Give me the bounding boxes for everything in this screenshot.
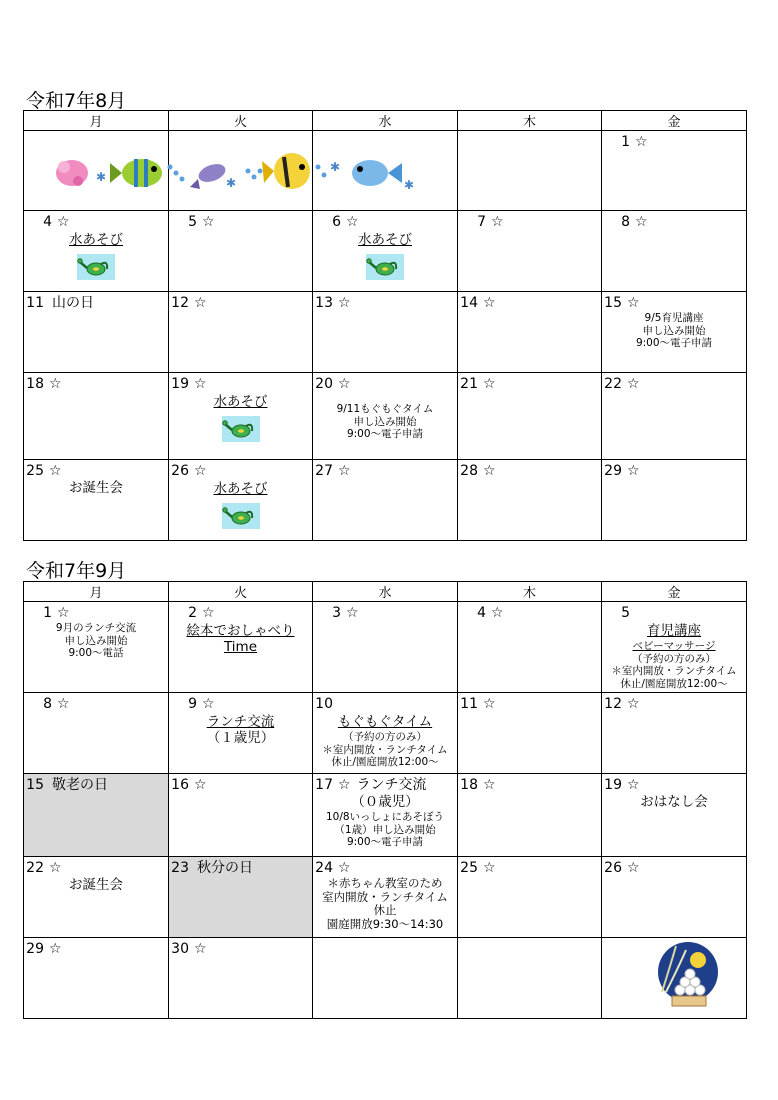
event-title: Time xyxy=(223,639,258,655)
note-line: 9/11もぐもぐタイム xyxy=(336,403,434,415)
day-label: 秋分の日 xyxy=(197,860,253,876)
star-icon: ☆ xyxy=(635,134,648,150)
event-text: おはなし会 xyxy=(640,794,708,810)
day-header xyxy=(169,602,312,622)
day-header xyxy=(602,460,746,480)
star-icon: ☆ xyxy=(627,696,640,712)
day-number: 23 xyxy=(171,860,189,876)
day-number: 15 xyxy=(604,295,622,311)
day-cell xyxy=(458,373,602,460)
day-header xyxy=(24,602,168,622)
day-number: 12 xyxy=(604,696,622,712)
event-title: 絵本でおしゃべり xyxy=(186,623,295,639)
day-cell xyxy=(458,460,602,541)
day-number: 1 xyxy=(43,605,52,621)
event-text: （１歳児） xyxy=(206,730,275,746)
day-header xyxy=(313,211,457,231)
star-icon: ☆ xyxy=(338,376,351,392)
day-header xyxy=(313,693,457,713)
day-number: 3 xyxy=(332,605,341,621)
day-cell xyxy=(458,774,602,857)
day-cell xyxy=(602,373,747,460)
day-header xyxy=(169,693,312,713)
weekday-1: 火 xyxy=(169,111,313,131)
day-cell xyxy=(458,693,602,774)
day-cell xyxy=(169,602,313,693)
note-line: 9:00～電子申請 xyxy=(635,337,713,349)
day-number: 6 xyxy=(332,214,341,230)
watering-can-icon xyxy=(77,254,115,280)
day-cell xyxy=(24,460,169,541)
star-icon: ☆ xyxy=(49,941,62,957)
weekday-2: 水 xyxy=(313,582,458,602)
note-line: 9:00～電話 xyxy=(68,647,124,659)
day-cell xyxy=(602,774,747,857)
day-cell xyxy=(313,693,458,774)
day-header xyxy=(169,857,312,877)
day-cell xyxy=(24,131,415,211)
star-icon: ☆ xyxy=(483,860,496,876)
day-number: 27 xyxy=(315,463,333,479)
day-header xyxy=(313,857,457,877)
day-cell xyxy=(24,292,169,373)
star-icon: ☆ xyxy=(483,376,496,392)
day-header xyxy=(602,602,746,622)
day-cell xyxy=(458,211,602,292)
day-header xyxy=(313,602,457,622)
svg-text:✱: ✱ xyxy=(96,170,107,184)
day-header xyxy=(602,857,746,877)
day-cell xyxy=(169,460,313,541)
event-title: 水あそび xyxy=(213,394,268,410)
day-cell xyxy=(458,292,602,373)
day-cell xyxy=(24,857,169,938)
event-title: 水あそび xyxy=(213,481,268,497)
week-row xyxy=(24,131,747,211)
day-cell xyxy=(313,292,458,373)
event-title: 育児講座 xyxy=(647,623,701,639)
star-icon: ☆ xyxy=(194,463,207,479)
day-cell xyxy=(458,938,602,1019)
day-header xyxy=(24,460,168,480)
star-icon: ☆ xyxy=(202,214,215,230)
day-number: 11 xyxy=(26,295,44,311)
day-cell xyxy=(169,693,313,774)
day-cell xyxy=(169,373,313,460)
note-line: 9:00～電子申請 xyxy=(346,428,424,440)
day-header xyxy=(24,292,168,312)
day-cell xyxy=(602,938,747,1019)
day-cell xyxy=(313,857,458,938)
event-text: （０歳児） xyxy=(351,794,419,810)
note-line: ベビーマッサージ xyxy=(632,640,716,652)
star-icon: ☆ xyxy=(49,463,62,479)
star-icon: ☆ xyxy=(627,376,640,392)
star-icon: ☆ xyxy=(627,860,640,876)
day-header xyxy=(602,211,746,231)
day-header xyxy=(458,292,601,312)
weekday-4: 金 xyxy=(602,111,747,131)
event-text: お誕生会 xyxy=(69,480,123,496)
week-row xyxy=(24,938,747,1019)
star-icon: ☆ xyxy=(194,941,207,957)
day-label: ランチ交流 xyxy=(356,777,427,793)
day-cell xyxy=(169,938,313,1019)
event-notes xyxy=(313,403,457,441)
day-cell xyxy=(169,292,313,373)
day-header xyxy=(24,857,168,877)
note-line: ＊室内開放・ランチタイム xyxy=(322,743,448,756)
september-title: 令和7年9月 xyxy=(26,560,127,582)
day-cell xyxy=(458,602,602,693)
day-number: 26 xyxy=(604,860,622,876)
star-icon: ☆ xyxy=(483,463,496,479)
star-icon: ☆ xyxy=(194,376,207,392)
event-notes xyxy=(313,731,457,769)
august-calendar xyxy=(23,110,747,541)
note-line: 10/8いっしょにあそぼう xyxy=(325,811,445,823)
star-icon: ☆ xyxy=(483,696,496,712)
star-icon: ☆ xyxy=(57,214,70,230)
day-cell xyxy=(169,131,313,211)
day-header xyxy=(602,774,746,794)
day-cell xyxy=(602,857,747,938)
day-number: 2 xyxy=(188,605,197,621)
day-number: 14 xyxy=(460,295,478,311)
day-header xyxy=(602,131,746,151)
week-row xyxy=(24,857,747,938)
day-header xyxy=(24,211,168,231)
day-cell xyxy=(24,211,169,292)
weekday-3: 木 xyxy=(458,582,602,602)
day-cell xyxy=(602,131,747,211)
day-cell xyxy=(313,774,458,857)
star-icon: ☆ xyxy=(346,214,359,230)
day-cell xyxy=(169,857,313,938)
day-header xyxy=(169,774,312,794)
day-header xyxy=(169,211,312,231)
day-number: 8 xyxy=(621,214,630,230)
note-line: 9/5育児講座 xyxy=(644,312,704,324)
day-number: 18 xyxy=(460,777,478,793)
day-header xyxy=(313,460,457,480)
day-number: 20 xyxy=(315,376,333,392)
note-line: （1歳）申し込み開始 xyxy=(334,823,436,836)
day-cell xyxy=(313,211,458,292)
day-header xyxy=(313,373,457,393)
day-cell xyxy=(602,602,747,693)
day-cell xyxy=(24,938,169,1019)
event-title: 水あそび xyxy=(69,232,123,248)
weekday-4: 金 xyxy=(602,582,747,602)
watering-can-icon xyxy=(222,416,260,442)
day-number: 8 xyxy=(43,696,52,712)
day-header xyxy=(169,938,312,958)
day-number: 22 xyxy=(26,860,44,876)
star-icon: ☆ xyxy=(635,214,648,230)
event-title: 水あそび xyxy=(358,232,412,248)
star-icon: ☆ xyxy=(483,295,496,311)
weekday-header-row xyxy=(24,582,747,602)
day-header xyxy=(169,292,312,312)
august-title: 令和7年8月 xyxy=(26,90,127,112)
day-number: 12 xyxy=(171,295,189,311)
week-row xyxy=(24,373,747,460)
star-icon: ☆ xyxy=(57,605,70,621)
event-notes xyxy=(313,877,457,931)
week-row xyxy=(24,693,747,774)
day-cell xyxy=(24,373,169,460)
event-notes xyxy=(313,811,457,849)
note-line: 9月のランチ交流 xyxy=(55,622,137,634)
week-row xyxy=(24,602,747,693)
note-line: 9:00～電子申請 xyxy=(346,836,424,848)
note-line: 室内開放・ランチタイム xyxy=(322,889,448,904)
svg-text:✱: ✱ xyxy=(226,176,237,190)
day-number: 17 xyxy=(315,777,333,793)
star-icon: ☆ xyxy=(338,860,351,876)
day-header xyxy=(169,460,312,480)
weekday-0: 月 xyxy=(24,582,169,602)
note-line: 園庭開放9:30～14:30 xyxy=(326,916,444,931)
day-header xyxy=(24,373,168,393)
note-line: 休止/園庭開放12:00～ xyxy=(620,677,728,690)
event-notes xyxy=(24,622,168,660)
day-number: 19 xyxy=(604,777,622,793)
star-icon: ☆ xyxy=(202,605,215,621)
day-header xyxy=(24,693,168,713)
week-row xyxy=(24,211,747,292)
day-header xyxy=(458,774,601,794)
star-icon: ☆ xyxy=(338,463,351,479)
svg-text:✱: ✱ xyxy=(404,178,415,192)
day-number: 1 xyxy=(621,134,630,150)
day-header xyxy=(602,373,746,393)
day-header xyxy=(458,373,601,393)
star-icon: ☆ xyxy=(49,860,62,876)
day-number: 29 xyxy=(604,463,622,479)
day-header xyxy=(169,373,312,393)
day-number: 18 xyxy=(26,376,44,392)
day-header xyxy=(458,693,601,713)
day-header xyxy=(313,292,457,312)
weekday-header-row xyxy=(24,111,747,131)
day-cell xyxy=(313,373,458,460)
day-number: 4 xyxy=(43,214,52,230)
weekday-1: 火 xyxy=(169,582,313,602)
day-number: 11 xyxy=(460,696,478,712)
week-row xyxy=(24,292,747,373)
day-header xyxy=(24,774,168,794)
day-number: 16 xyxy=(171,777,189,793)
day-header xyxy=(458,460,601,480)
day-label: 山の日 xyxy=(52,295,94,311)
day-cell xyxy=(313,602,458,693)
star-icon: ☆ xyxy=(483,777,496,793)
star-icon: ☆ xyxy=(338,777,351,793)
event-title: もぐもぐタイム xyxy=(337,714,433,730)
day-cell xyxy=(169,211,313,292)
star-icon: ☆ xyxy=(194,295,207,311)
day-number: 15 xyxy=(26,777,44,793)
day-cell xyxy=(169,774,313,857)
star-icon: ☆ xyxy=(346,605,359,621)
star-icon: ☆ xyxy=(627,295,640,311)
week-row xyxy=(24,460,747,541)
star-icon: ☆ xyxy=(627,463,640,479)
day-number: 5 xyxy=(621,605,630,621)
day-cell xyxy=(458,857,602,938)
star-icon: ☆ xyxy=(627,777,640,793)
star-icon: ☆ xyxy=(194,777,207,793)
day-number: 24 xyxy=(315,860,333,876)
day-cell xyxy=(313,460,458,541)
day-number: 7 xyxy=(477,214,486,230)
star-icon: ☆ xyxy=(57,696,70,712)
note-line: ＊赤ちゃん教室のため xyxy=(327,876,443,890)
day-header xyxy=(458,602,601,622)
day-cell xyxy=(313,131,458,211)
day-number: 25 xyxy=(460,860,478,876)
september-calendar xyxy=(23,581,747,1019)
day-number: 9 xyxy=(188,696,197,712)
day-number: 26 xyxy=(171,463,189,479)
day-header xyxy=(458,211,601,231)
note-line: 休止/園庭開放12:00～ xyxy=(331,756,439,768)
note-line: ＊室内開放・ランチタイム xyxy=(611,665,737,677)
day-cell xyxy=(602,693,747,774)
event-notes xyxy=(602,640,746,690)
note-line: 申し込み開始 xyxy=(353,415,417,428)
weekday-2: 水 xyxy=(313,111,458,131)
day-header xyxy=(458,857,601,877)
day-number: 30 xyxy=(171,941,189,957)
day-cell xyxy=(24,602,169,693)
weekday-3: 木 xyxy=(458,111,602,131)
star-icon: ☆ xyxy=(491,605,504,621)
day-header xyxy=(24,938,168,958)
star-icon: ☆ xyxy=(202,696,215,712)
day-number: 29 xyxy=(26,941,44,957)
day-header xyxy=(313,774,457,794)
day-number: 28 xyxy=(460,463,478,479)
event-text: お誕生会 xyxy=(69,877,123,893)
star-icon: ☆ xyxy=(49,376,62,392)
day-number: 4 xyxy=(477,605,486,621)
moon-viewing-icon xyxy=(652,940,724,1018)
day-cell xyxy=(602,460,747,541)
watering-can-icon xyxy=(222,503,260,529)
note-line: 申し込み開始 xyxy=(642,324,706,337)
svg-text:✱: ✱ xyxy=(330,160,341,174)
day-number: 13 xyxy=(315,295,333,311)
day-number: 22 xyxy=(604,376,622,392)
day-header xyxy=(602,292,746,312)
day-cell xyxy=(458,131,602,211)
event-notes xyxy=(602,312,746,350)
star-icon: ☆ xyxy=(338,295,351,311)
day-cell xyxy=(24,693,169,774)
weekday-0: 月 xyxy=(24,111,169,131)
day-cell xyxy=(24,774,169,857)
week-row xyxy=(24,774,747,857)
note-line: 休止 xyxy=(373,903,397,917)
note-line: （予約の方のみ） xyxy=(632,652,716,665)
day-number: 19 xyxy=(171,376,189,392)
day-cell xyxy=(602,292,747,373)
day-number: 21 xyxy=(460,376,478,392)
day-cell xyxy=(313,938,458,1019)
day-number: 10 xyxy=(315,696,333,712)
event-title: ランチ交流 xyxy=(206,714,275,730)
day-number: 5 xyxy=(188,214,197,230)
watering-can-icon xyxy=(366,254,404,280)
day-cell xyxy=(602,211,747,292)
day-header xyxy=(602,693,746,713)
note-line: 申し込み開始 xyxy=(64,634,128,647)
day-label: 敬老の日 xyxy=(52,777,108,793)
note-line: （予約の方のみ） xyxy=(343,731,427,743)
star-icon: ☆ xyxy=(491,214,504,230)
day-number: 25 xyxy=(26,463,44,479)
